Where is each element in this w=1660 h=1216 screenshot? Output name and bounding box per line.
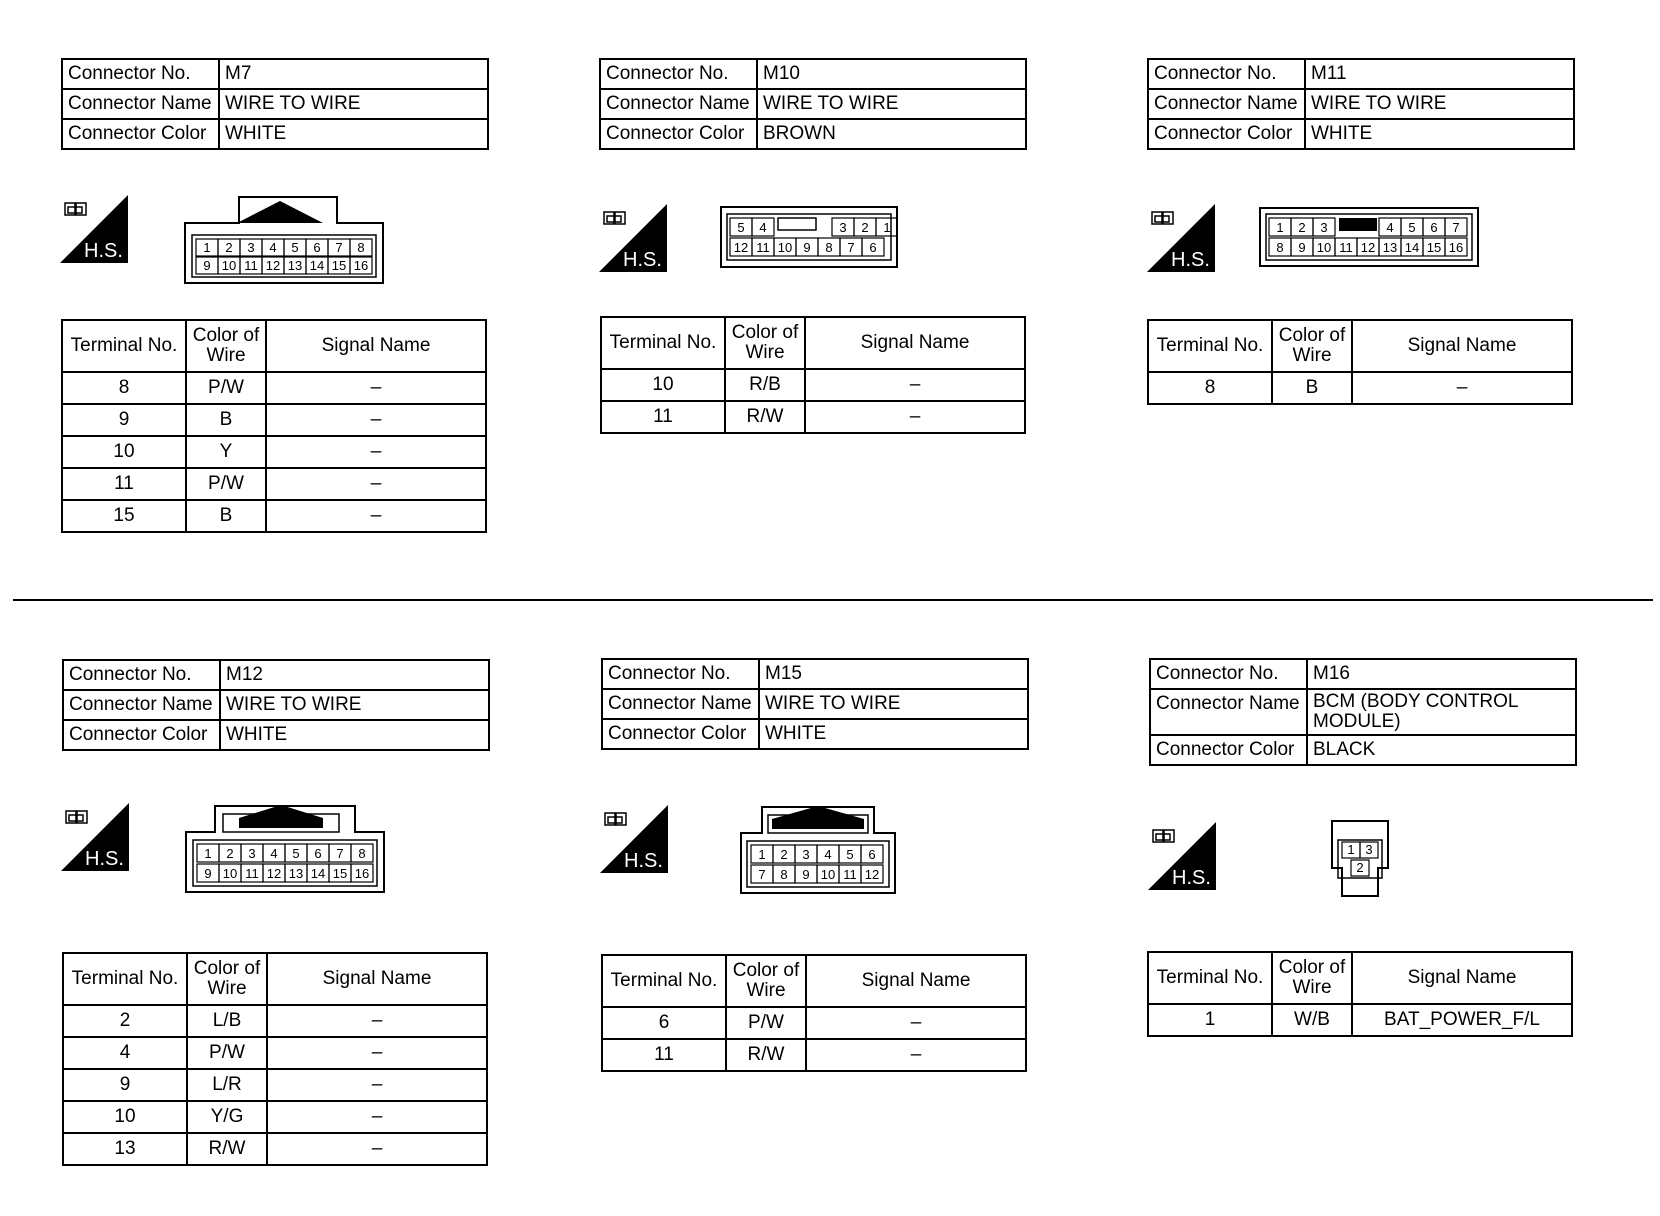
terminal-no: 11 <box>602 1039 726 1071</box>
pin-number: 14 <box>1404 240 1420 255</box>
connector-no-value: M11 <box>1305 59 1574 89</box>
pin-number: 14 <box>309 258 325 273</box>
signal-name: – <box>267 1069 487 1101</box>
connector-color-value: WHITE <box>219 119 488 149</box>
pin-number: 4 <box>759 220 767 235</box>
wire-color-header: Color of Wire <box>1272 952 1352 1004</box>
pin-number: 6 <box>1430 220 1438 235</box>
wire-color-header: Color of Wire <box>187 953 267 1005</box>
pin-number: 1 <box>1276 220 1284 235</box>
connector-face-diagram-m10 <box>720 206 898 268</box>
pin-number: 15 <box>332 866 348 881</box>
connector-color-label: Connector Color <box>600 119 757 149</box>
signal-name: – <box>266 468 486 500</box>
wire-color-header: Color of Wire <box>725 317 805 369</box>
connector-face-diagram-m11 <box>1259 207 1479 267</box>
harness-side-icon <box>60 195 128 263</box>
signal-name-header: Signal Name <box>1352 320 1572 372</box>
pin-number: 11 <box>1339 240 1353 255</box>
pin-number: 2 <box>226 846 234 861</box>
terminal-table-m10 <box>600 316 1026 434</box>
pin-number: 3 <box>839 220 847 235</box>
pin-number: 12 <box>1360 240 1376 255</box>
connector-color-value: WHITE <box>759 719 1028 749</box>
harness-side-icon <box>1148 822 1216 890</box>
connector-no-value: M12 <box>220 660 489 690</box>
wire-color: W/B <box>1272 1004 1352 1036</box>
pin-number: 10 <box>820 867 836 882</box>
connector-name-value: WIRE TO WIRE <box>1305 89 1574 119</box>
pin-number: 5 <box>291 240 299 255</box>
wire-color: Y/G <box>187 1101 267 1133</box>
pin-number: 1 <box>204 846 212 861</box>
pin-number: 15 <box>1426 240 1442 255</box>
wire-color: B <box>1272 372 1352 404</box>
connector-face-diagram-m12 <box>185 804 385 894</box>
connector-name-label: Connector Name <box>63 690 220 720</box>
wire-color-header: Color of Wire <box>726 955 806 1007</box>
table-row <box>63 1069 487 1101</box>
table-row <box>602 1039 1026 1071</box>
pin-number: 4 <box>269 240 277 255</box>
connector-color-label: Connector Color <box>63 720 220 750</box>
wire-color: L/B <box>187 1005 267 1037</box>
hs-label: H.S. <box>624 850 663 872</box>
terminal-no-header: Terminal No. <box>1148 952 1272 1004</box>
pin-number: 2 <box>1298 220 1306 235</box>
table-row <box>1148 1004 1572 1036</box>
connector-color-value: WHITE <box>220 720 489 750</box>
pin-number: 2 <box>225 240 233 255</box>
harness-side-icon <box>599 204 667 272</box>
connector-info-table-m7 <box>61 58 489 150</box>
connector-no-label: Connector No. <box>63 660 220 690</box>
terminal-table-m12 <box>62 952 488 1166</box>
pin-number: 12 <box>733 240 749 255</box>
pin-number: 8 <box>1276 240 1284 255</box>
connector-face-diagram-m15 <box>740 805 896 895</box>
wire-color: R/W <box>726 1039 806 1071</box>
pin-number: 5 <box>846 847 854 862</box>
pin-number: 4 <box>270 846 278 861</box>
pin-number: 3 <box>1365 842 1373 857</box>
wire-color: R/B <box>725 369 805 401</box>
wire-color: R/W <box>725 401 805 433</box>
pin-number: 11 <box>244 258 258 273</box>
terminal-no: 1 <box>1148 1004 1272 1036</box>
table-row <box>62 404 486 436</box>
hs-label: H.S. <box>1172 867 1211 889</box>
terminal-table-m15 <box>601 954 1027 1072</box>
connector-name-label: Connector Name <box>602 689 759 719</box>
terminal-no: 15 <box>62 500 186 532</box>
signal-name: – <box>267 1005 487 1037</box>
terminal-no-header: Terminal No. <box>602 955 726 1007</box>
pin-number: 10 <box>222 866 238 881</box>
connector-face-diagram-m16 <box>1328 820 1392 898</box>
signal-name-header: Signal Name <box>805 317 1025 369</box>
signal-name: – <box>806 1039 1026 1071</box>
connector-no-value: M16 <box>1307 659 1576 689</box>
pin-number: 13 <box>1382 240 1398 255</box>
connector-name-label: Connector Name <box>62 89 219 119</box>
pin-number: 7 <box>1452 220 1460 235</box>
terminal-no: 11 <box>601 401 725 433</box>
connector-color-value: BROWN <box>757 119 1026 149</box>
pin-number: 5 <box>1408 220 1416 235</box>
connector-name-value: WIRE TO WIRE <box>757 89 1026 119</box>
terminal-no: 9 <box>63 1069 187 1101</box>
section-divider <box>13 599 1653 601</box>
table-row <box>62 500 486 532</box>
signal-name-header: Signal Name <box>267 953 487 1005</box>
pin-number: 2 <box>1356 860 1364 875</box>
table-row <box>601 401 1025 433</box>
wire-color: P/W <box>187 1037 267 1069</box>
connector-name-value: WIRE TO WIRE <box>219 89 488 119</box>
pin-number: 15 <box>331 258 347 273</box>
terminal-table-m11 <box>1147 319 1573 405</box>
table-row <box>63 1133 487 1165</box>
connector-no-value: M15 <box>759 659 1028 689</box>
wire-color-header: Color of Wire <box>1272 320 1352 372</box>
pin-number: 8 <box>358 846 366 861</box>
terminal-table-m16 <box>1147 951 1573 1037</box>
signal-name: – <box>267 1133 487 1165</box>
signal-name: – <box>267 1101 487 1133</box>
pin-number: 12 <box>864 867 880 882</box>
pin-number: 3 <box>802 847 810 862</box>
connector-info-table-m11 <box>1147 58 1575 150</box>
connector-name-label: Connector Name <box>1148 89 1305 119</box>
wire-color: Y <box>186 436 266 468</box>
pin-number: 9 <box>1298 240 1306 255</box>
wire-color-header: Color of Wire <box>186 320 266 372</box>
terminal-no: 6 <box>602 1007 726 1039</box>
hs-label: H.S. <box>85 848 124 870</box>
table-row <box>602 1007 1026 1039</box>
pin-number: 1 <box>758 847 766 862</box>
connector-no-label: Connector No. <box>602 659 759 689</box>
connector-name-label: Connector Name <box>1150 689 1307 735</box>
hs-label: H.S. <box>84 240 123 262</box>
pin-number: 11 <box>756 240 770 255</box>
signal-name: BAT_POWER_F/L <box>1352 1004 1572 1036</box>
pin-number: 1 <box>203 240 211 255</box>
pin-number: 10 <box>777 240 793 255</box>
harness-side-icon <box>600 805 668 873</box>
terminal-no-header: Terminal No. <box>62 320 186 372</box>
terminal-no-header: Terminal No. <box>1148 320 1272 372</box>
connector-no-value: M10 <box>757 59 1026 89</box>
pin-number: 9 <box>203 258 211 273</box>
pin-number: 3 <box>248 846 256 861</box>
terminal-no: 8 <box>1148 372 1272 404</box>
table-row <box>1148 372 1572 404</box>
connector-color-label: Connector Color <box>62 119 219 149</box>
pin-number: 10 <box>1316 240 1332 255</box>
table-row <box>62 372 486 404</box>
pin-number: 6 <box>314 846 322 861</box>
connector-color-label: Connector Color <box>602 719 759 749</box>
pin-number: 1 <box>1347 842 1355 857</box>
signal-name: – <box>266 500 486 532</box>
harness-side-icon <box>1147 204 1215 272</box>
pin-number: 7 <box>847 240 855 255</box>
table-row <box>601 369 1025 401</box>
signal-name: – <box>267 1037 487 1069</box>
terminal-no-header: Terminal No. <box>601 317 725 369</box>
pin-number: 5 <box>292 846 300 861</box>
pin-number: 16 <box>353 258 369 273</box>
signal-name-header: Signal Name <box>1352 952 1572 1004</box>
signal-name-header: Signal Name <box>266 320 486 372</box>
hs-label: H.S. <box>623 249 662 271</box>
pin-number: 9 <box>802 867 810 882</box>
wire-color: B <box>186 404 266 436</box>
connector-no-label: Connector No. <box>1148 59 1305 89</box>
table-row <box>63 1101 487 1133</box>
connector-name-label: Connector Name <box>600 89 757 119</box>
pin-number: 2 <box>861 220 869 235</box>
connector-no-label: Connector No. <box>1150 659 1307 689</box>
terminal-no: 9 <box>62 404 186 436</box>
pin-number: 9 <box>204 866 212 881</box>
table-row <box>62 468 486 500</box>
pin-number: 12 <box>266 866 282 881</box>
signal-name: – <box>805 369 1025 401</box>
connector-no-label: Connector No. <box>600 59 757 89</box>
pin-number: 12 <box>265 258 281 273</box>
terminal-no: 11 <box>62 468 186 500</box>
pin-number: 6 <box>868 847 876 862</box>
pin-number: 13 <box>288 866 304 881</box>
terminal-no: 10 <box>62 436 186 468</box>
connector-name-value: BCM (BODY CONTROL MODULE) <box>1307 689 1576 735</box>
signal-name: – <box>266 404 486 436</box>
pin-number: 2 <box>780 847 788 862</box>
table-row <box>62 436 486 468</box>
pin-number: 8 <box>357 240 365 255</box>
wire-color: P/W <box>186 372 266 404</box>
terminal-no: 13 <box>63 1133 187 1165</box>
table-row <box>63 1037 487 1069</box>
pin-number: 16 <box>354 866 370 881</box>
connector-name-value: WIRE TO WIRE <box>220 690 489 720</box>
signal-name: – <box>805 401 1025 433</box>
pin-number: 5 <box>737 220 745 235</box>
connector-color-label: Connector Color <box>1148 119 1305 149</box>
table-row <box>63 1005 487 1037</box>
signal-name: – <box>1352 372 1572 404</box>
connector-no-value: M7 <box>219 59 488 89</box>
signal-name: – <box>266 372 486 404</box>
wire-color: B <box>186 500 266 532</box>
connector-face-diagram-m7 <box>184 195 384 285</box>
pin-number: 3 <box>1320 220 1328 235</box>
connector-name-value: WIRE TO WIRE <box>759 689 1028 719</box>
pin-number: 10 <box>221 258 237 273</box>
pin-number: 8 <box>780 867 788 882</box>
connector-info-table-m10 <box>599 58 1027 150</box>
pin-number: 1 <box>883 220 891 235</box>
wire-color: L/R <box>187 1069 267 1101</box>
terminal-no: 8 <box>62 372 186 404</box>
terminal-no: 2 <box>63 1005 187 1037</box>
pin-number: 7 <box>336 846 344 861</box>
pin-number: 6 <box>313 240 321 255</box>
wire-color: P/W <box>186 468 266 500</box>
signal-name: – <box>806 1007 1026 1039</box>
pin-number: 8 <box>825 240 833 255</box>
terminal-no: 10 <box>601 369 725 401</box>
pin-number: 14 <box>310 866 326 881</box>
connector-no-label: Connector No. <box>62 59 219 89</box>
connector-color-value: BLACK <box>1307 735 1576 765</box>
pin-number: 6 <box>869 240 877 255</box>
hs-label: H.S. <box>1171 249 1210 271</box>
harness-side-icon <box>61 803 129 871</box>
connector-color-label: Connector Color <box>1150 735 1307 765</box>
terminal-table-m7 <box>61 319 487 533</box>
pin-number: 11 <box>245 866 259 881</box>
pin-number: 13 <box>287 258 303 273</box>
pin-number: 7 <box>758 867 766 882</box>
pin-number: 3 <box>247 240 255 255</box>
signal-name-header: Signal Name <box>806 955 1026 1007</box>
pin-number: 11 <box>843 867 857 882</box>
pin-number: 4 <box>824 847 832 862</box>
pin-number: 7 <box>335 240 343 255</box>
connector-info-table-m12 <box>62 659 490 751</box>
terminal-no: 10 <box>63 1101 187 1133</box>
connector-info-table-m15 <box>601 658 1029 750</box>
pin-number: 4 <box>1386 220 1394 235</box>
connector-color-value: WHITE <box>1305 119 1574 149</box>
signal-name: – <box>266 436 486 468</box>
pin-number: 9 <box>803 240 811 255</box>
terminal-no-header: Terminal No. <box>63 953 187 1005</box>
connector-info-table-m16 <box>1149 658 1577 766</box>
terminal-no: 4 <box>63 1037 187 1069</box>
wire-color: P/W <box>726 1007 806 1039</box>
wire-color: R/W <box>187 1133 267 1165</box>
pin-number: 16 <box>1448 240 1464 255</box>
